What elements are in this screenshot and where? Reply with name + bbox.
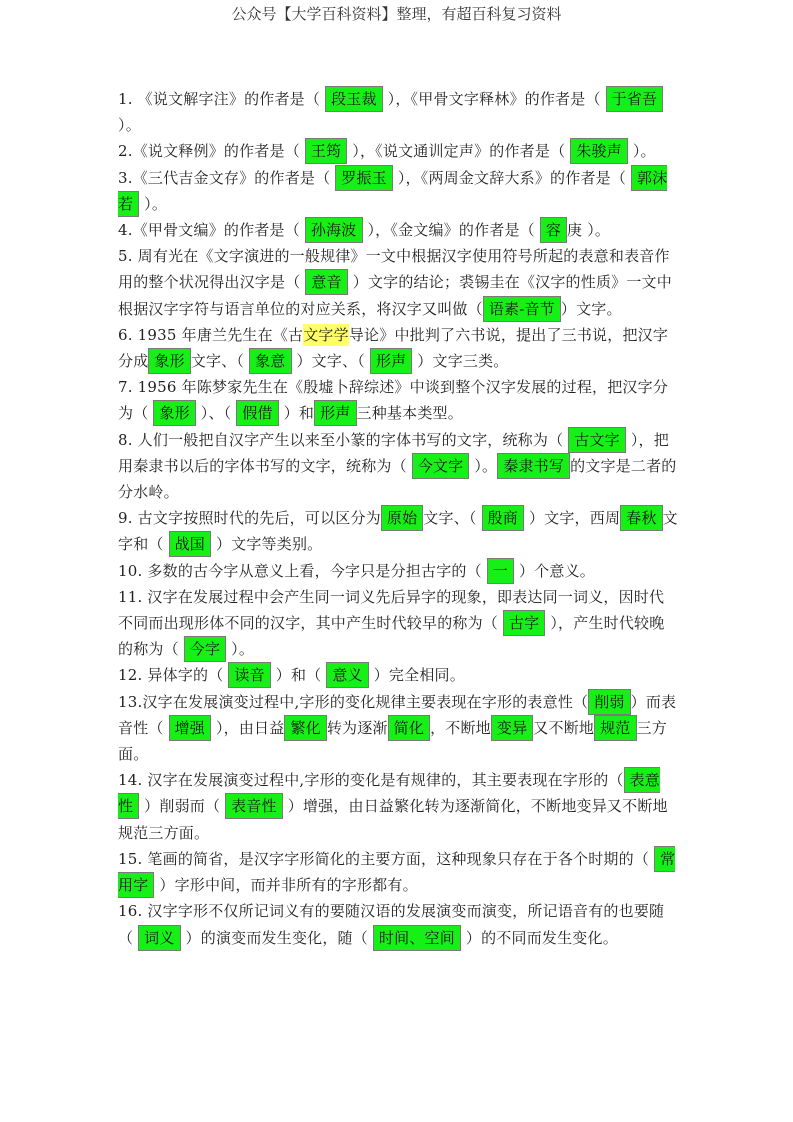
question-text: 4.《甲骨文编》的作者是（ (118, 221, 305, 240)
answer-highlight: 一 (487, 558, 514, 584)
question-text: 10. 多数的古今字从意义上看，今字只是分担古字的（ (118, 561, 487, 580)
answer-highlight: 孙海波 (305, 217, 363, 243)
question-text: 庚 ）。 (567, 221, 611, 240)
question-text: ）和（ (270, 666, 327, 685)
question-text: ）。 (226, 640, 255, 659)
question-text: 三方面。 (118, 718, 667, 764)
question-text: ）、（ (195, 404, 237, 423)
answer-highlight: 古文字 (568, 427, 626, 453)
answer-highlight: 常用字 (118, 846, 675, 898)
question-text: ）文字的结论；裘锡圭在《汉字的性质》一文中根据汉字字符与语言单位的对应关系，将汉字又叫做（ (118, 273, 672, 318)
question-text: ），《两周金文辞大系》的作者是（ (392, 168, 632, 187)
answer-highlight: 繁化 (284, 715, 326, 741)
answer-highlight: 段玉裁 (325, 86, 383, 112)
answer-highlight: 战国 (169, 531, 211, 557)
question-text: ），把用秦隶书以后的字体书写的文字，统称为（ (118, 430, 669, 475)
question-text: 1. 《说文解字注》的作者是（ (118, 90, 326, 108)
answer-highlight: 象形 (153, 400, 195, 426)
question-text: 文字和（ (118, 509, 678, 554)
question-text: ）。 (469, 456, 498, 475)
question-item (118, 138, 678, 164)
question-text: ），产生时代较晚的称为（ (118, 614, 665, 659)
question-text: 15. 笔画的简省，是汉字字形简化的主要方面，这种现象只存在于各个时期的（ (118, 849, 654, 868)
question-text: 7. 1956 年陈梦家先生在《殷墟卜辞综述》中谈到整个汉字发展的过程，把汉字分为（ (118, 378, 669, 423)
question-text: ）文字，西周 (523, 509, 621, 528)
answer-highlight: 原始 (381, 505, 423, 531)
answer-highlight: 象形 (148, 348, 190, 374)
question-text: 9. 古文字按照时代的先后，可以区分为 (118, 509, 381, 528)
answer-highlight: 增强 (169, 715, 211, 741)
question-text: ）文字。 (560, 299, 622, 318)
question-item (118, 767, 678, 846)
page-header: 公众号【大学百科资料】整理，有超百科复习资料 (231, 5, 562, 23)
question-text: ）。 (118, 116, 141, 135)
question-text: ）文字、（ (291, 352, 370, 371)
answer-highlight: 今字 (184, 636, 226, 662)
answer-highlight: 古字 (503, 610, 545, 636)
answer-highlight: 今文字 (412, 453, 470, 479)
question-text: 16. 汉字字形不仅所记词义有的要随汉语的发展演变而演变，所记语音有的也要随（ (118, 902, 665, 947)
answer-highlight: 春秋 (620, 505, 662, 531)
answer-highlight: 语素-音节 (483, 296, 561, 322)
question-text: 5. 周有光在《文字演进的一般规律》一文中根据汉字使用符号所起的表意和表音作用的整个状况得出汉字是（ (118, 247, 670, 292)
answer-highlight: 读音 (228, 662, 270, 688)
question-item (118, 243, 678, 322)
question-text: 3.《三代吉金文存》的作者是（ (118, 168, 336, 187)
answer-highlight: 变异 (491, 715, 533, 741)
question-text: ）。 (627, 142, 656, 161)
question-text: ）削弱而（ (139, 797, 226, 816)
question-text: ）的不同而发生变化。 (460, 928, 618, 947)
question-text: 12. 异体字的（ (118, 666, 229, 685)
question-text: 8. 人们一般把自汉字产生以来至小篆的字体书写的文字，统称为（ (118, 430, 569, 449)
question-item (118, 584, 678, 663)
question-text: 文字、（ (190, 352, 250, 371)
question-text: ）的演变而发生变化，随（ (180, 928, 373, 947)
answer-highlight: 王筠 (305, 138, 347, 164)
question-text: 导论》中批判了六书说，提出了三书说，把汉字分成 (118, 325, 669, 371)
question-text: 三种基本类型。 (356, 404, 463, 423)
answer-highlight: 时间、空间 (373, 925, 461, 951)
answer-highlight: 朱骏声 (570, 138, 628, 164)
question-text: ）完全相同。 (368, 666, 465, 685)
question-item (118, 505, 678, 557)
question-item (118, 427, 678, 506)
question-text: 13.汉字在发展演变过程中,字形的变化规律主要表现在字形的表意性（ (118, 692, 589, 711)
question-text: 6. 1935 年唐兰先生在《古 (118, 325, 304, 344)
question-text: ）而表音性（ (118, 692, 677, 737)
question-text: ），《甲骨文字释林》的作者是（ (382, 90, 606, 108)
answer-highlight: 秦隶书写 (497, 453, 570, 479)
question-item (118, 558, 678, 584)
answer-highlight: 形声 (314, 400, 356, 426)
answer-highlight: 规范 (594, 715, 636, 741)
question-text: 11. 汉字在发展过程中会产生同一词义先后异字的现象，即表达同一词义，因时代不同而出现形体不同的汉字，其中产生时代较早的称为（ (118, 587, 665, 633)
question-text: 的文字是二者的分水岭。 (118, 456, 677, 502)
question-item (118, 165, 678, 217)
question-item (118, 374, 678, 426)
yellow-highlight: 文字学 (303, 325, 349, 344)
answer-highlight: 意音 (305, 269, 347, 295)
question-text: ），《金文编》的作者是（ (362, 221, 540, 240)
question-item (118, 86, 678, 138)
answer-highlight: 罗振玉 (335, 165, 393, 191)
question-item (118, 846, 678, 898)
answer-highlight: 意义 (326, 662, 368, 688)
answer-highlight: 殷商 (482, 505, 524, 531)
question-text: ）。 (139, 194, 168, 213)
answer-highlight: 削弱 (588, 689, 630, 715)
question-item (118, 662, 678, 688)
question-text: ）文字等类别。 (210, 535, 323, 554)
answer-highlight: 郭沫若 (118, 165, 667, 217)
question-text: ），《说文通训定声》的作者是（ (347, 142, 571, 161)
question-text: 文字、（ (423, 509, 482, 528)
question-list (118, 86, 678, 951)
question-text: ）个意义。 (514, 561, 595, 580)
question-item (118, 322, 678, 374)
answer-highlight: 容 (540, 217, 567, 243)
question-text: 转为逐渐 (326, 718, 388, 737)
answer-highlight: 假借 (236, 400, 278, 426)
question-item (118, 217, 678, 243)
answer-highlight: 简化 (388, 715, 430, 741)
question-text: 又不断地 (533, 718, 595, 737)
answer-highlight: 表音性 (225, 793, 283, 819)
question-text: ）增强，由日益繁化转为逐渐简化，不断地变异又不断地规范三方面。 (118, 797, 668, 842)
answer-highlight: 形声 (370, 348, 412, 374)
question-text: 2.《说文释例》的作者是（ (118, 142, 305, 161)
answer-highlight: 词义 (138, 925, 180, 951)
question-text: 14. 汉字在发展演变过程中,字形的变化是有规律的，其主要表现在字形的（ (118, 771, 624, 790)
question-text: ，不断地 (430, 718, 491, 737)
question-item (118, 898, 678, 950)
answer-highlight: 表意性 (118, 767, 660, 819)
answer-highlight: 于省吾 (606, 86, 664, 112)
answer-highlight: 象意 (249, 348, 291, 374)
question-item (118, 689, 678, 768)
question-text: ）和 (278, 404, 315, 423)
question-text: ）文字三类。 (412, 352, 509, 371)
question-text: ），由日益 (210, 718, 285, 737)
question-text: ）字形中间，而并非所有的字形都有。 (154, 876, 418, 895)
